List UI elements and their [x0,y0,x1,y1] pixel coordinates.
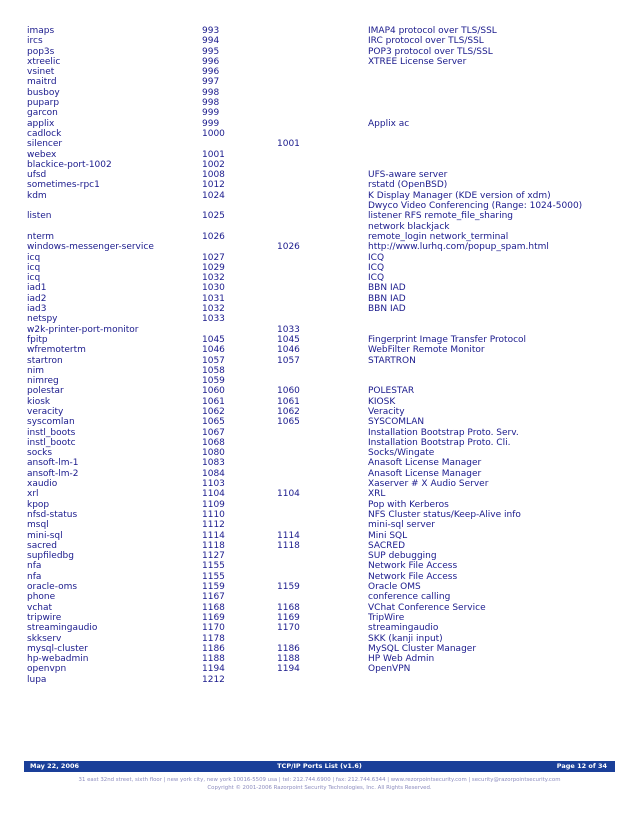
table-row [27,438,617,448]
tcp-port: 999 [202,108,220,119]
port-name: blackice-port-1002 [27,159,112,170]
port-name: skkserv [27,633,62,644]
port-name: garcon [27,108,58,119]
table-row [27,283,617,293]
table-row [27,572,617,582]
tcp-port: 1062 [202,406,225,417]
table-row [27,335,617,345]
port-name: ansoft-lm-2 [27,468,79,479]
port-description: network blackjack [368,221,450,232]
tcp-port: 1194 [202,664,225,675]
tcp-port: 1008 [202,170,225,181]
port-name: busboy [27,87,60,98]
port-description: streamingaudio [368,623,439,634]
port-description: Installation Bootstrap Proto. Serv. [368,427,519,438]
table-row [27,561,617,571]
port-name: streamingaudio [27,623,98,634]
port-name: mysql-cluster [27,643,88,654]
port-name: oracle-oms [27,582,78,593]
port-name: openvpn [27,664,67,675]
port-description: UFS-aware server [368,170,448,181]
port-description: ICQ [368,262,385,273]
port-name: vchat [27,602,53,613]
footer-copyright: Copyright © 2001-2006 Razorpoint Security Technologies, Inc. All Rights Reserved. [207,784,432,791]
port-name: webex [27,149,57,160]
port-description: K Display Manager (KDE version of xdm) [368,190,551,201]
port-description: Socks/Wingate [368,448,435,459]
udp-port: 1061 [277,396,300,407]
table-row [27,170,617,180]
port-description: SYSCOMLAN [368,417,425,428]
port-name: silencer [27,139,63,150]
tcp-port: 994 [202,36,220,47]
udp-port: 1114 [277,530,300,541]
udp-port: 1060 [277,386,300,397]
tcp-port: 1188 [202,654,225,665]
table-row [27,458,617,468]
port-name: msql [27,520,49,531]
port-name: iad2 [27,293,47,304]
table-row [27,428,617,438]
table-row [27,314,617,324]
udp-port: 1194 [277,664,300,675]
table-row [27,644,617,654]
port-name: icq [27,252,41,263]
table-row [27,253,617,263]
tcp-port: 1109 [202,499,225,510]
port-name: hp-webadmin [27,654,89,665]
udp-port: 1057 [277,355,300,366]
port-description: Dwyco Video Conferencing (Range: 1024-5000) [368,201,583,212]
table-row [27,222,617,232]
tcp-port: 1155 [202,571,225,582]
port-description: IMAP4 protocol over TLS/SSL [368,26,497,36]
tcp-port: 1002 [202,159,225,170]
table-row [27,26,617,36]
udp-port: 1168 [277,602,300,613]
table-row [27,520,617,530]
port-description: listener RFS remote_file_sharing [368,211,514,222]
table-row [27,57,617,67]
tcp-port: 1068 [202,437,225,448]
table-row [27,36,617,46]
port-name: icq [27,273,41,284]
table-row [27,150,617,160]
port-description: remote_login network_terminal [368,231,509,242]
footer-address: 31 east 32nd street, sixth floor | new york city, new york 10016-5509 usa | tel: 212.744.6900 | fax: 212.744.6344 | www.rezorpointsecurity.com | security@razorpointsecurity.com [78,777,561,783]
port-description: ICQ [368,273,385,284]
table-row [27,356,617,366]
footer-address-block [24,777,615,792]
port-name: imaps [27,26,55,36]
port-description: Xaserver # X Audio Server [368,479,489,490]
port-name: tripwire [27,612,62,623]
tcp-port: 1025 [202,211,225,222]
port-description: Anasoft License Manager [368,468,482,479]
port-name: listen [27,211,52,222]
udp-port: 1170 [277,623,300,634]
tcp-port: 1026 [202,231,225,242]
port-name: ufsd [27,170,47,181]
port-name: kiosk [27,396,51,407]
port-name: netspy [27,314,58,325]
udp-port: 1062 [277,406,300,417]
udp-port: 1065 [277,417,300,428]
table-row [27,551,617,561]
port-name: ircs [27,36,43,47]
table-row [27,273,617,283]
table-row [27,489,617,499]
port-description: Mini SQL [368,530,408,541]
tcp-port: 1083 [202,458,225,469]
table-row [27,500,617,510]
tcp-port: 1118 [202,540,225,551]
port-name: pop3s [27,46,55,57]
tcp-port: 1167 [202,592,225,603]
port-name: polestar [27,386,64,397]
port-description: WebFilter Remote Monitor [368,345,485,356]
tcp-port: 1110 [202,509,225,520]
table-row [27,448,617,458]
port-name: w2k-printer-port-monitor [27,324,139,335]
table-row [27,541,617,551]
port-name: xrl [27,489,39,500]
port-description: XRL [368,489,386,500]
tcp-port: 1061 [202,396,225,407]
port-name: supfiledbg [27,551,74,562]
udp-port: 1046 [277,345,300,356]
port-description: ICQ [368,252,385,263]
port-description: BBN IAD [368,283,406,294]
tcp-port: 1032 [202,273,225,284]
table-row [27,119,617,129]
table-row [27,191,617,201]
table-row [27,232,617,242]
port-description: Network File Access [368,561,458,572]
port-name: mini-sql [27,530,63,541]
footer-bar [24,761,615,772]
port-name: instl_bootc [27,437,76,448]
tcp-port: 1127 [202,551,225,562]
port-description: IRC protocol over TLS/SSL [368,36,484,47]
port-name: sometimes-rpc1 [27,180,100,191]
table-row [27,634,617,644]
tcp-port: 1032 [202,304,225,315]
tcp-port: 1104 [202,489,225,500]
tcp-port: 1169 [202,612,225,623]
port-name: nterm [27,231,55,242]
port-name: nimreg [27,376,59,387]
port-description: Veracity [368,406,405,417]
tcp-port: 1046 [202,345,225,356]
tcp-port: 1012 [202,180,225,191]
table-row [27,510,617,520]
port-name: ansoft-lm-1 [27,458,79,469]
table-row [27,180,617,190]
port-description: STARTRON [368,355,416,366]
port-description: conference calling [368,592,451,603]
footer-date: May 22, 2006 [30,762,80,770]
table-row [27,129,617,139]
table-row [27,603,617,613]
port-description: Fingerprint Image Transfer Protocol [368,334,527,345]
tcp-port: 993 [202,26,220,36]
table-row [27,623,617,633]
port-name: kpop [27,499,50,510]
tcp-port: 1103 [202,479,225,490]
tcp-port: 997 [202,77,220,88]
port-name: maitrd [27,77,57,88]
udp-port: 1104 [277,489,300,500]
tcp-port: 1027 [202,252,225,263]
table-row [27,664,617,674]
port-name: applix [27,118,55,129]
port-name: wfremotertm [27,345,86,356]
port-name: kdm [27,190,47,201]
port-description: mini-sql server [368,520,435,531]
port-name: veracity [27,406,64,417]
tcp-port: 1030 [202,283,225,294]
port-name: puparp [27,98,60,109]
table-row [27,592,617,602]
port-description: rstatd (OpenBSD) [368,180,448,191]
port-name: nim [27,365,44,376]
tcp-port: 1000 [202,128,225,139]
tcp-port: 1084 [202,468,225,479]
port-name: vsinet [27,67,55,78]
tcp-port: 999 [202,118,220,129]
port-name: nfsd-status [27,509,78,520]
port-description: SACRED [368,540,406,551]
port-description: BBN IAD [368,304,406,315]
table-row [27,294,617,304]
tcp-port: 1170 [202,623,225,634]
tcp-port: 1212 [202,674,225,685]
table-row [27,263,617,273]
tcp-port: 1112 [202,520,225,531]
tcp-port: 1159 [202,582,225,593]
table-row [27,304,617,314]
table-row [27,417,617,427]
udp-port: 1169 [277,612,300,623]
tcp-port: 996 [202,56,220,67]
udp-port: 1159 [277,582,300,593]
tcp-port: 1059 [202,376,225,387]
table-row [27,325,617,335]
tcp-port: 995 [202,46,220,57]
port-name: sacred [27,540,57,551]
table-row [27,376,617,386]
port-name: iad1 [27,283,47,294]
port-description: OpenVPN [368,664,411,675]
table-row [27,582,617,592]
ports-table [27,26,617,685]
table-row [27,77,617,87]
port-name: icq [27,262,41,273]
table-row [27,98,617,108]
tcp-port: 998 [202,98,220,109]
tcp-port: 1024 [202,190,225,201]
port-name: xaudio [27,479,58,490]
table-row [27,675,617,685]
table-row [27,407,617,417]
udp-port: 1026 [277,242,300,253]
tcp-port: 1058 [202,365,225,376]
port-description: NFS Cluster status/Keep-Alive info [368,509,521,520]
port-description: Pop with Kerberos [368,499,449,510]
port-description: http://www.lurhq.com/popup_spam.html [368,242,549,253]
udp-port: 1188 [277,654,300,665]
port-description: Installation Bootstrap Proto. Cli. [368,437,511,448]
table-row [27,211,617,221]
port-description: MySQL Cluster Manager [368,643,477,654]
port-description: Network File Access [368,571,458,582]
tcp-port: 1045 [202,334,225,345]
table-row [27,469,617,479]
port-description: SKK (kanji input) [368,633,443,644]
port-name: fpitp [27,334,48,345]
port-description: Anasoft License Manager [368,458,482,469]
port-description: XTREE License Server [368,56,467,67]
port-name: startron [27,355,63,366]
port-description: TripWire [368,612,405,623]
table-row [27,67,617,77]
udp-port: 1186 [277,643,300,654]
tcp-port: 1060 [202,386,225,397]
port-name: syscomlan [27,417,75,428]
port-description: VChat Conference Service [368,602,486,613]
table-row [27,201,617,211]
udp-port: 1118 [277,540,300,551]
port-description: BBN IAD [368,293,406,304]
table-row [27,345,617,355]
footer-title: TCP/IP Ports List (v1.6) [277,762,362,770]
port-description: Applix ac [368,118,410,129]
port-name: iad3 [27,304,47,315]
tcp-port: 1033 [202,314,225,325]
tcp-port: 1031 [202,293,225,304]
table-row [27,531,617,541]
port-name: instl_boots [27,427,76,438]
tcp-port: 1178 [202,633,225,644]
port-description: POP3 protocol over TLS/SSL [368,46,493,57]
tcp-port: 1067 [202,427,225,438]
table-row [27,47,617,57]
footer-page-number: Page 12 of 34 [556,762,607,770]
table-row [27,88,617,98]
port-name: nfa [27,561,42,572]
port-description: HP Web Admin [368,654,435,665]
tcp-port: 1186 [202,643,225,654]
table-row [27,386,617,396]
tcp-port: 1155 [202,561,225,572]
tcp-port: 1029 [202,262,225,273]
table-row [27,613,617,623]
tcp-port: 1080 [202,448,225,459]
tcp-port: 1057 [202,355,225,366]
table-row [27,479,617,489]
table-row [27,397,617,407]
port-description: Oracle OMS [368,582,421,593]
port-description: POLESTAR [368,386,415,397]
table-row [27,160,617,170]
port-name: socks [27,448,53,459]
port-name: xtreelic [27,56,61,67]
tcp-port: 998 [202,87,220,98]
tcp-port: 1001 [202,149,225,160]
table-row [27,242,617,252]
port-description: SUP debugging [368,551,437,562]
udp-port: 1045 [277,334,300,345]
table-row [27,366,617,376]
port-description: KIOSK [368,396,396,407]
table-row [27,139,617,149]
port-name: nfa [27,571,42,582]
port-name: phone [27,592,56,603]
tcp-port: 1114 [202,530,225,541]
tcp-port: 996 [202,67,220,78]
udp-port: 1033 [277,324,300,335]
port-name: windows-messenger-service [27,242,154,253]
table-row [27,654,617,664]
port-name: cadlock [27,128,62,139]
udp-port: 1001 [277,139,300,150]
table-row [27,108,617,118]
port-name: lupa [27,674,47,685]
tcp-port: 1065 [202,417,225,428]
tcp-port: 1168 [202,602,225,613]
